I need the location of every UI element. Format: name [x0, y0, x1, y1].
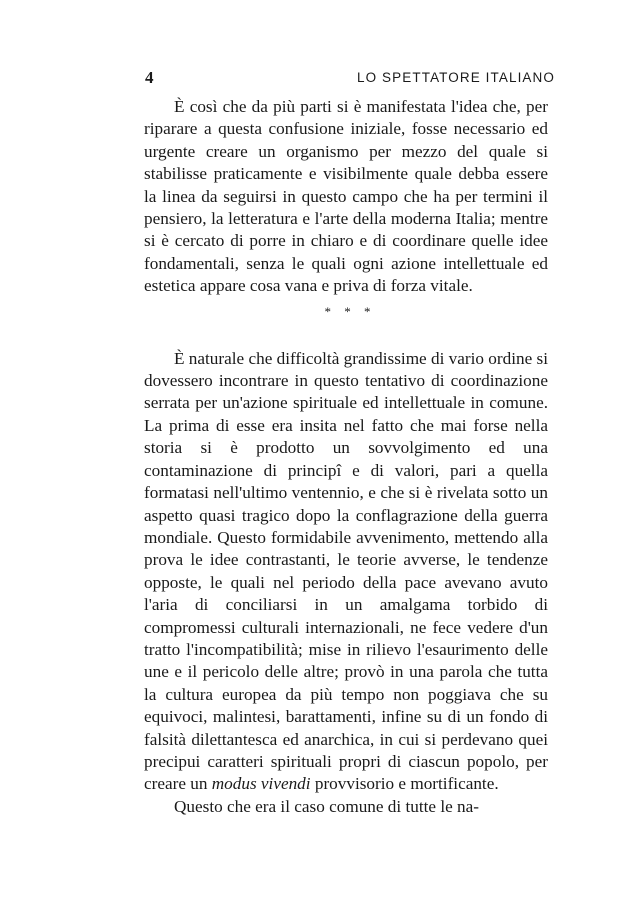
- paragraph-1: È così che da più parti si è manifestata l'idea che, per riparare a questa confusione iniziale, fosse necessario ed urgente creare un organismo per mezzo del quale si stabilisse praticamente e visibilmente quale debba essere la linea da seguirsi in questo campo che ha per termini il pensiero, la letteratura e l'arte della moderna Italia; mentre si è cercato di porre in chiaro e di coordinare quelle idee fondamentali, senza le quali ogni azione intellettuale ed estetica appare cosa vana e priva di forza vitale.: [144, 97, 548, 296]
- section-separator: * * *: [324, 303, 376, 319]
- paragraph-2: [144, 348, 548, 796]
- paragraph-2-italic: modus vivendi: [211, 774, 311, 794]
- paragraph-2-text: È naturale che difficoltà grandissime di vario ordine si dovessero incontrare in questo tentativo di coordinazione serrata per un'azione spirituale ed intellettuale in comune. La prima di esse era insita nel fatto che mai forse nella storia si è prodotto un sovvolgimento ed una contaminazione di principî e di valori, pari a quella formatasi nell'ultimo ventennio, e che si è rivelata sotto un aspetto quasi tragico dopo la conflagrazione della guerra mondiale. Questo formidabile avvenimento, mettendo alla prova le idee contrastanti, le teorie avverse, le tendenze opposte, le quali nel periodo della pace avevano avuto l'aria di conciliarsi in un amalgama torbido di compromessi culturali internazionali, ne fece vedere d'un tratto l'incompatibilità; mise in rilievo l'esaurimento delle une e il pericolo delle altre; provò in una parola che tutta la cultura europea da più tempo non poggiava che su equivoci, malintesi, barattamenti, infine su di un fondo di falsità dilettantesca ed anarchica, in cui si perdevano quei precipui caratteri spirituali propri di ciascun popolo, per creare un: [144, 348, 548, 794]
- paragraph-3: Questo che era il caso comune di tutte le na-: [174, 796, 479, 816]
- page-header: [145, 68, 555, 92]
- page-number: 4: [145, 68, 154, 87]
- running-title: LO SPETTATORE ITALIANO: [357, 70, 555, 85]
- paragraph-2-end: provvisorio e mortificante.: [310, 774, 499, 794]
- body-text: [144, 96, 548, 818]
